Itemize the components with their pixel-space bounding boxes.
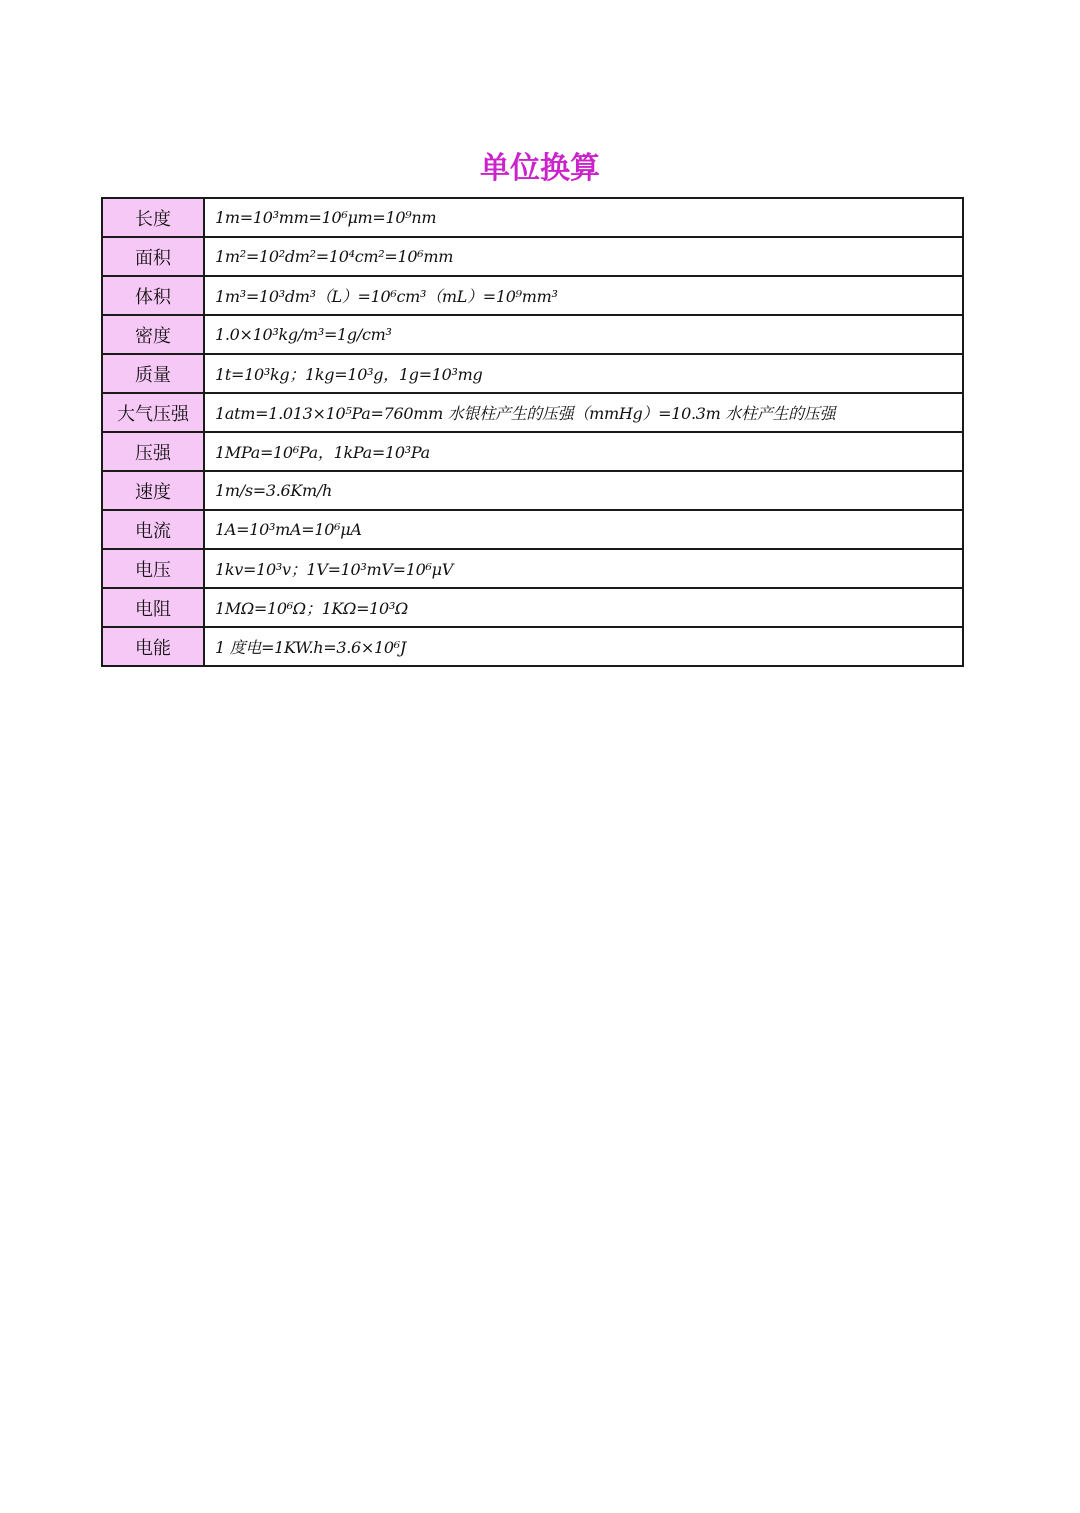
row-label: 电流 bbox=[102, 510, 204, 549]
row-value: 1t=10³kg；1kg=10³g，1g=10³mg bbox=[204, 354, 963, 393]
row-value: 1atm=1.013×10⁵Pa=760mm 水银柱产生的压强（mmHg）=10.3m 水柱产生的压强 bbox=[204, 393, 963, 432]
page-title: 单位换算 bbox=[480, 151, 600, 186]
row-value: 1 度电=1KW.h=3.6×10⁶J bbox=[204, 627, 963, 666]
row-label: 质量 bbox=[102, 354, 204, 393]
table-row bbox=[102, 237, 963, 276]
table-row bbox=[102, 198, 963, 237]
table-row bbox=[102, 276, 963, 315]
row-label: 电能 bbox=[102, 627, 204, 666]
table-row bbox=[102, 510, 963, 549]
table-row bbox=[102, 588, 963, 627]
table-row bbox=[102, 627, 963, 666]
row-label: 速度 bbox=[102, 471, 204, 510]
row-label: 压强 bbox=[102, 432, 204, 471]
row-label: 大气压强 bbox=[102, 393, 204, 432]
row-value: 1m²=10²dm²=10⁴cm²=10⁶mm bbox=[204, 237, 963, 276]
row-label: 密度 bbox=[102, 315, 204, 354]
table-row bbox=[102, 315, 963, 354]
row-value: 1.0×10³kg/m³=1g/cm³ bbox=[204, 315, 963, 354]
row-value: 1MΩ=10⁶Ω；1KΩ=10³Ω bbox=[204, 588, 963, 627]
row-label: 电压 bbox=[102, 549, 204, 588]
row-label: 长度 bbox=[102, 198, 204, 237]
row-value: 1A=10³mA=10⁶μA bbox=[204, 510, 963, 549]
row-label: 面积 bbox=[102, 237, 204, 276]
row-label: 电阻 bbox=[102, 588, 204, 627]
table-row bbox=[102, 432, 963, 471]
row-label: 体积 bbox=[102, 276, 204, 315]
row-value: 1kv=10³v；1V=10³mV=10⁶μV bbox=[204, 549, 963, 588]
unit-conversion-table bbox=[101, 197, 964, 667]
table-row bbox=[102, 471, 963, 510]
row-value: 1MPa=10⁶Pa，1kPa=10³Pa bbox=[204, 432, 963, 471]
row-value: 1m=10³mm=10⁶μm=10⁹nm bbox=[204, 198, 963, 237]
table-row bbox=[102, 549, 963, 588]
row-value: 1m³=10³dm³（L）=10⁶cm³（mL）=10⁹mm³ bbox=[204, 276, 963, 315]
table-row bbox=[102, 354, 963, 393]
table-row bbox=[102, 393, 963, 432]
row-value: 1m/s=3.6Km/h bbox=[204, 471, 963, 510]
